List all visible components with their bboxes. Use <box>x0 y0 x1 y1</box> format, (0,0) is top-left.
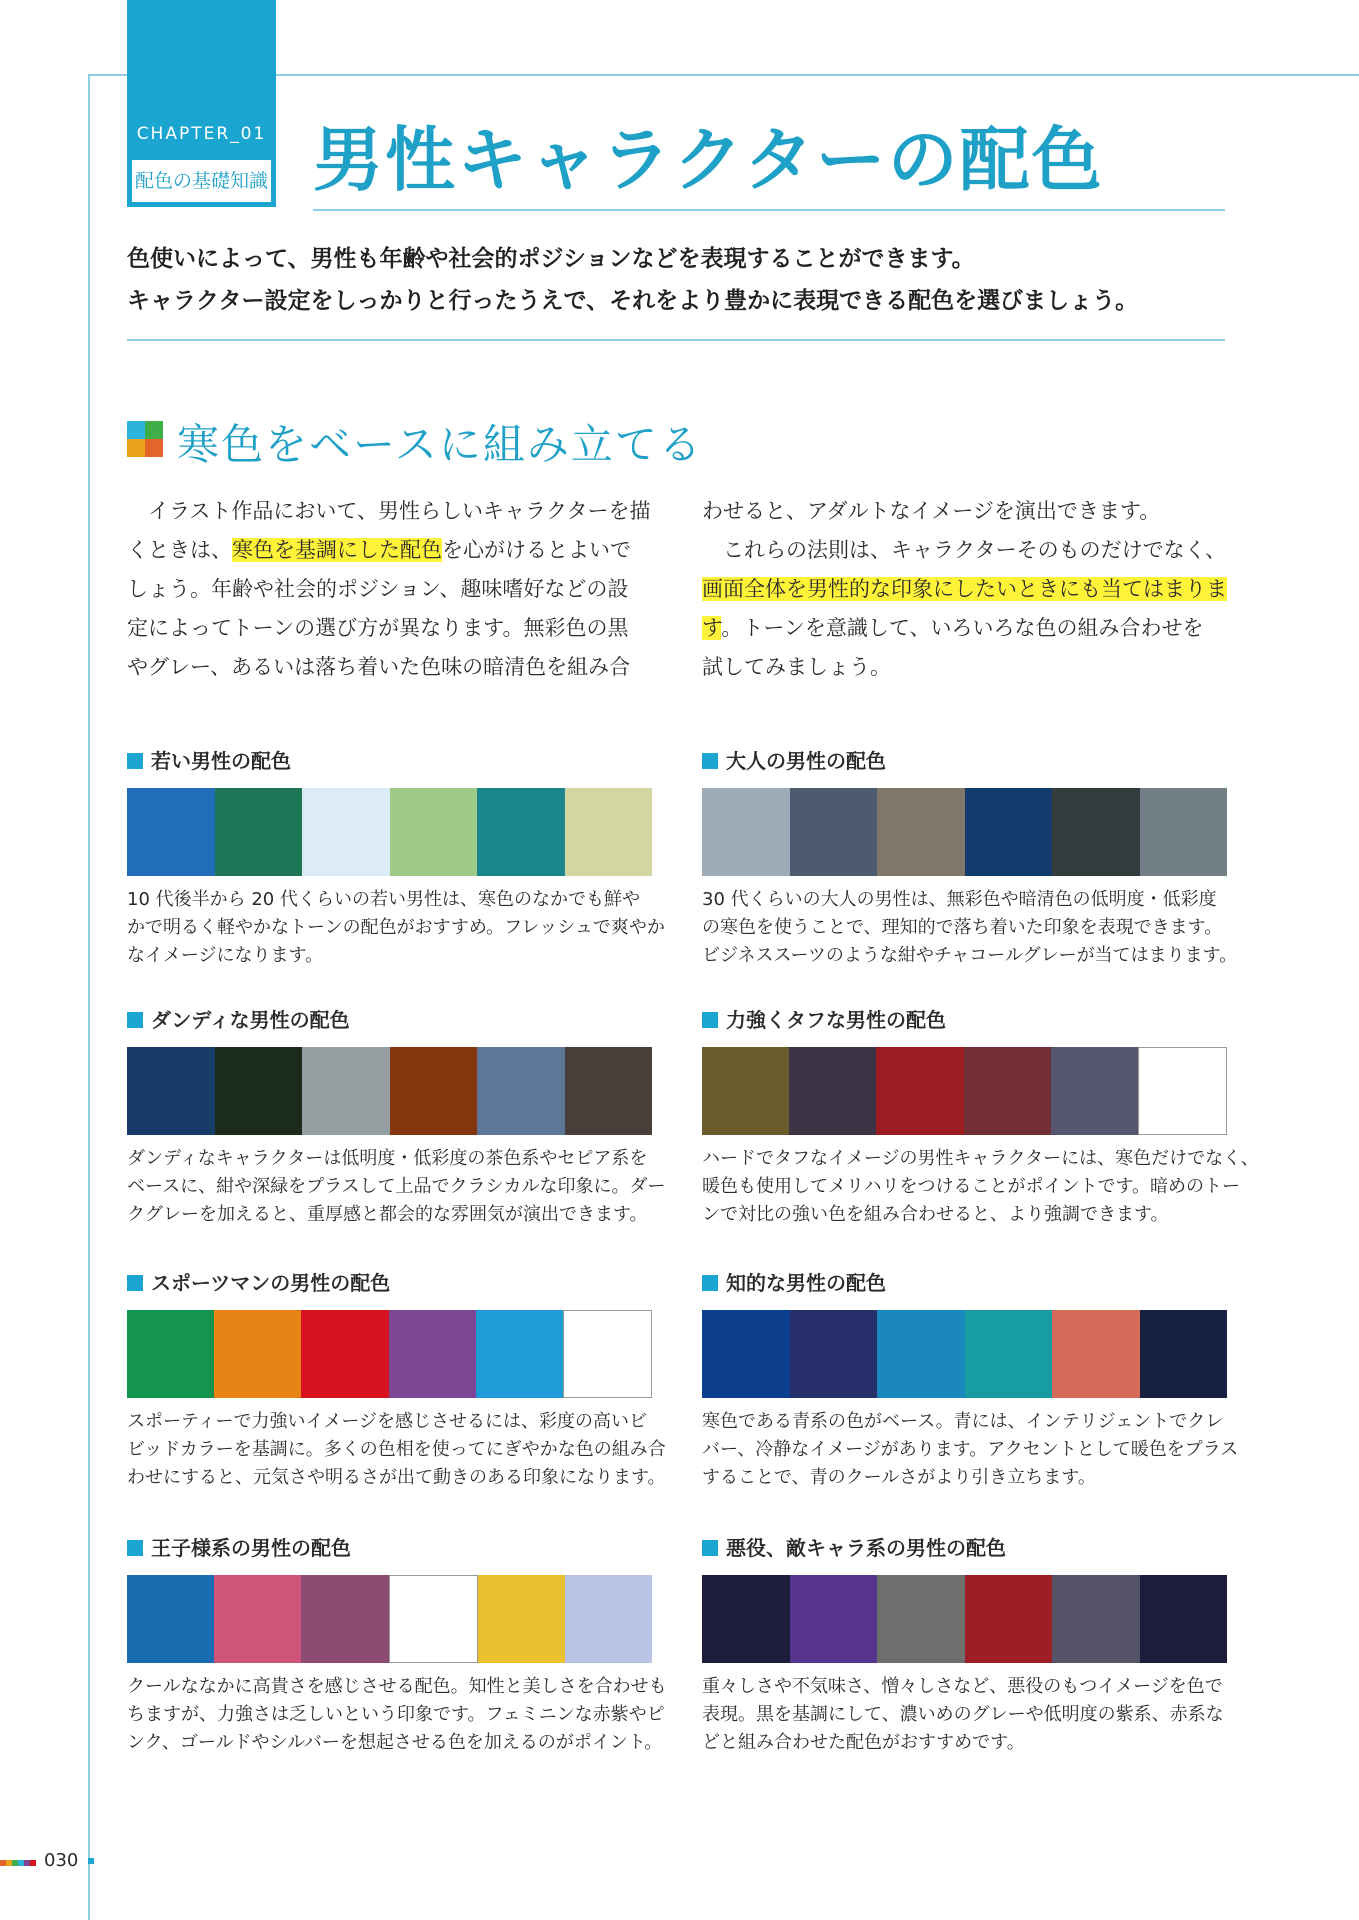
palette-block <box>127 746 665 970</box>
color-swatch <box>563 1310 652 1398</box>
color-swatches <box>702 1575 1227 1663</box>
lead-line: 色使いによって、男性も年齢や社会的ポジションなどを表現することができます。 <box>127 246 975 272</box>
color-swatch <box>1140 1310 1228 1398</box>
color-swatch <box>478 1575 565 1663</box>
description-line: することで、青のクールさがより引き立ちます。 <box>702 1467 1096 1488</box>
color-swatch <box>127 1310 214 1398</box>
color-swatch <box>790 1310 878 1398</box>
palette-block <box>702 1005 1259 1229</box>
color-swatch <box>565 1047 653 1135</box>
description-line: クールななかに高貴さを感じさせる配色。知性と美しさを合わせも <box>127 1676 667 1697</box>
color-swatch <box>1051 1047 1138 1135</box>
palette-heading <box>127 1533 652 1563</box>
color-swatch <box>390 788 478 876</box>
color-swatch <box>301 1575 388 1663</box>
heading-square-icon <box>702 1012 718 1028</box>
color-swatch <box>876 1047 963 1135</box>
color-swatch <box>790 1575 878 1663</box>
chapter-tab <box>127 0 276 207</box>
page-number-tick <box>88 1858 94 1864</box>
color-swatch <box>127 1047 215 1135</box>
color-swatch <box>702 1047 789 1135</box>
palette-block <box>127 1005 666 1229</box>
color-swatch <box>1052 788 1140 876</box>
palette-heading <box>702 1533 1227 1563</box>
color-swatch <box>702 788 790 876</box>
description-line: わせにすると、元気さや明るさが出て動きのある印象になります。 <box>127 1467 666 1488</box>
description-line: の寒色を使うことで、理知的で落ち着いた印象を表現できます。 <box>702 917 1223 938</box>
description-line: 寒色である青系の色がベース。青には、インテリジェントでクレ <box>702 1411 1224 1432</box>
body-line <box>127 570 652 609</box>
color-swatch <box>127 788 215 876</box>
heading-square-icon <box>127 1012 143 1028</box>
section-square-icon <box>127 421 163 457</box>
description-line: 重々しさや不気味さ、憎々しさなど、悪役のもつイメージを色で <box>702 1676 1223 1697</box>
color-swatch <box>565 788 653 876</box>
palette-heading <box>702 746 1227 776</box>
description-line: クグレーを加えると、重厚感と都会的な雰囲気が演出できます。 <box>127 1204 648 1225</box>
description-line: ンで対比の強い色を組み合わせると、より強調できます。 <box>702 1204 1169 1225</box>
color-swatch <box>964 1047 1051 1135</box>
palette-heading <box>127 1005 652 1035</box>
body-line <box>127 609 652 648</box>
highlighted-text: 画面全体を男性的な印象にしたいときにも当てはまりま <box>702 577 1227 601</box>
lead-line: キャラクター設定をしっかりと行ったうえで、それをより豊かに表現できる配色を選びましょう。 <box>127 288 1139 314</box>
description-line: どと組み合わせた配色がおすすめです。 <box>702 1732 1025 1753</box>
body-text: やグレー、あるいは落ち着いた色味の暗清色を組み合 <box>127 655 631 679</box>
body-line <box>702 492 1227 531</box>
body-text: わせると、アダルトなイメージを演出できます。 <box>702 499 1161 523</box>
body-text: 定によってトーンの選び方が異なります。無彩色の黒 <box>127 616 629 640</box>
title-divider <box>313 209 1225 211</box>
color-swatch <box>965 788 1053 876</box>
body-text-left <box>127 492 652 687</box>
icon-quadrant <box>127 421 145 439</box>
palette-description <box>127 1408 666 1492</box>
body-line <box>702 531 1227 570</box>
heading-square-icon <box>702 1275 718 1291</box>
palette-heading-text: 力強くタフな男性の配色 <box>726 1008 946 1032</box>
color-swatches <box>127 788 652 876</box>
palette-description <box>702 1408 1239 1492</box>
body-text: を心がけるとよいで <box>442 538 631 562</box>
icon-quadrant <box>145 421 163 439</box>
palette-block <box>127 1268 666 1492</box>
color-swatches <box>127 1310 652 1398</box>
color-swatch <box>1138 1047 1227 1135</box>
color-swatch <box>1140 1575 1228 1663</box>
palette-block <box>702 1533 1227 1757</box>
color-swatch <box>877 788 965 876</box>
color-swatch <box>877 1575 965 1663</box>
palette-description <box>702 1145 1259 1229</box>
description-line: ちますが、力強さは乏しいという印象です。フェミニンな赤紫やピ <box>127 1704 665 1725</box>
body-text-right <box>702 492 1227 687</box>
chapter-subtitle: 配色の基礎知識 <box>132 160 271 202</box>
body-line <box>127 492 652 531</box>
palette-description <box>127 886 665 970</box>
color-swatch <box>389 1575 478 1663</box>
body-text: 試してみましょう。 <box>702 655 891 679</box>
palette-block <box>702 1268 1239 1492</box>
color-swatch <box>1052 1310 1140 1398</box>
description-line: ベースに、紺や深緑をプラスして上品でクラシカルな印象に。ダー <box>127 1176 666 1197</box>
description-line: かで明るく軽やかなトーンの配色がおすすめ。フレッシュで爽やか <box>127 917 665 938</box>
palette-description <box>702 886 1238 970</box>
lead-text <box>127 238 1138 322</box>
color-swatch <box>301 1310 388 1398</box>
description-line: バー、冷静なイメージがあります。アクセントとして暖色をプラス <box>702 1439 1239 1460</box>
body-text: 。トーンを意識して、いろいろな色の組み合わせを <box>721 616 1204 640</box>
page-number: 030 <box>44 1850 79 1871</box>
description-line: ビッドカラーを基調に。多くの色相を使ってにぎやかな色の組み合 <box>127 1439 666 1460</box>
icon-quadrant <box>127 439 145 457</box>
palette-description <box>127 1673 667 1757</box>
description-line: ダンディなキャラクターは低明度・低彩度の茶色系やセピア系を <box>127 1148 648 1169</box>
description-line: 表現。黒を基調にして、濃いめのグレーや低明度の紫系、赤系な <box>702 1704 1224 1725</box>
color-swatch <box>790 788 878 876</box>
description-line: ンク、ゴールドやシルバーを想起させる色を加えるのがポイント。 <box>127 1732 663 1753</box>
palette-heading <box>127 1268 652 1298</box>
icon-quadrant <box>145 439 163 457</box>
section-title: 寒色をベースに組み立てる <box>177 420 703 469</box>
body-line <box>127 531 652 570</box>
color-swatch <box>390 1047 478 1135</box>
color-swatch <box>1052 1575 1140 1663</box>
heading-square-icon <box>127 1540 143 1556</box>
palette-description <box>127 1145 666 1229</box>
color-swatch <box>1140 788 1228 876</box>
body-text: くときは、 <box>127 538 232 562</box>
palette-heading-text: ダンディな男性の配色 <box>151 1008 350 1032</box>
page-title: 男性キャラクターの配色 <box>313 119 1104 201</box>
palette-block <box>127 1533 667 1757</box>
color-swatch <box>965 1575 1053 1663</box>
color-swatches <box>702 788 1227 876</box>
palette-heading-text: 若い男性の配色 <box>151 749 291 773</box>
body-line <box>702 648 1227 687</box>
body-text: これらの法則は、キャラクターそのものだけでなく、 <box>702 538 1227 562</box>
palette-heading-text: 王子様系の男性の配色 <box>151 1536 351 1560</box>
palette-heading <box>702 1268 1227 1298</box>
body-text: しょう。年齢や社会的ポジション、趣味嗜好などの設 <box>127 577 629 601</box>
highlighted-text: 寒色を基調にした配色 <box>232 538 442 562</box>
description-line: スポーティーで力強いイメージを感じさせるには、彩度の高いビ <box>127 1411 648 1432</box>
palette-block <box>702 746 1238 970</box>
page-margin-line <box>88 74 90 1920</box>
color-swatch <box>477 1047 565 1135</box>
color-swatches <box>127 1575 652 1663</box>
color-swatch <box>127 1575 214 1663</box>
description-line: ハードでタフなイメージの男性キャラクターには、寒色だけでなく、 <box>702 1148 1259 1169</box>
heading-square-icon <box>702 1540 718 1556</box>
description-line: 10 代後半から 20 代くらいの若い男性は、寒色のなかでも鮮や <box>127 889 640 910</box>
color-swatch <box>965 1310 1053 1398</box>
palette-heading-text: スポーツマンの男性の配色 <box>151 1271 391 1295</box>
chapter-label: CHAPTER_01 <box>136 124 267 144</box>
body-line <box>702 609 1227 648</box>
palette-heading-text: 悪役、敵キャラ系の男性の配色 <box>726 1536 1006 1560</box>
color-swatch <box>702 1575 790 1663</box>
color-swatch <box>302 1047 390 1135</box>
palette-heading-text: 大人の男性の配色 <box>726 749 886 773</box>
highlighted-text: す <box>702 616 722 640</box>
color-swatch <box>476 1310 563 1398</box>
body-line <box>127 648 652 687</box>
strip-dot <box>30 1860 36 1866</box>
lead-divider <box>127 339 1225 341</box>
body-text: イラスト作品において、男性らしいキャラクターを描 <box>127 499 651 523</box>
color-swatch <box>389 1310 476 1398</box>
color-swatch <box>789 1047 876 1135</box>
color-swatch <box>302 788 390 876</box>
color-swatch <box>214 1310 301 1398</box>
heading-square-icon <box>702 753 718 769</box>
color-swatch <box>477 788 565 876</box>
heading-square-icon <box>127 753 143 769</box>
color-swatch <box>215 788 303 876</box>
color-swatch <box>215 1047 303 1135</box>
color-swatch <box>702 1310 790 1398</box>
color-swatches <box>702 1047 1227 1135</box>
color-strip-decoration <box>0 1860 36 1866</box>
color-swatch <box>565 1575 652 1663</box>
color-swatch <box>877 1310 965 1398</box>
top-frame-line <box>88 74 1359 76</box>
color-swatches <box>702 1310 1227 1398</box>
body-line <box>702 570 1227 609</box>
palette-heading-text: 知的な男性の配色 <box>726 1271 886 1295</box>
palette-description <box>702 1673 1227 1757</box>
description-line: ビジネススーツのような紺やチャコールグレーが当てはまります。 <box>702 945 1238 966</box>
description-line: なイメージになります。 <box>127 945 324 966</box>
color-swatch <box>214 1575 301 1663</box>
description-line: 暖色も使用してメリハリをつけることがポイントです。暗めのトー <box>702 1176 1241 1197</box>
description-line: 30 代くらいの大人の男性は、無彩色や暗清色の低明度・低彩度 <box>702 889 1217 910</box>
palette-heading <box>127 746 652 776</box>
color-swatches <box>127 1047 652 1135</box>
palette-heading <box>702 1005 1227 1035</box>
heading-square-icon <box>127 1275 143 1291</box>
